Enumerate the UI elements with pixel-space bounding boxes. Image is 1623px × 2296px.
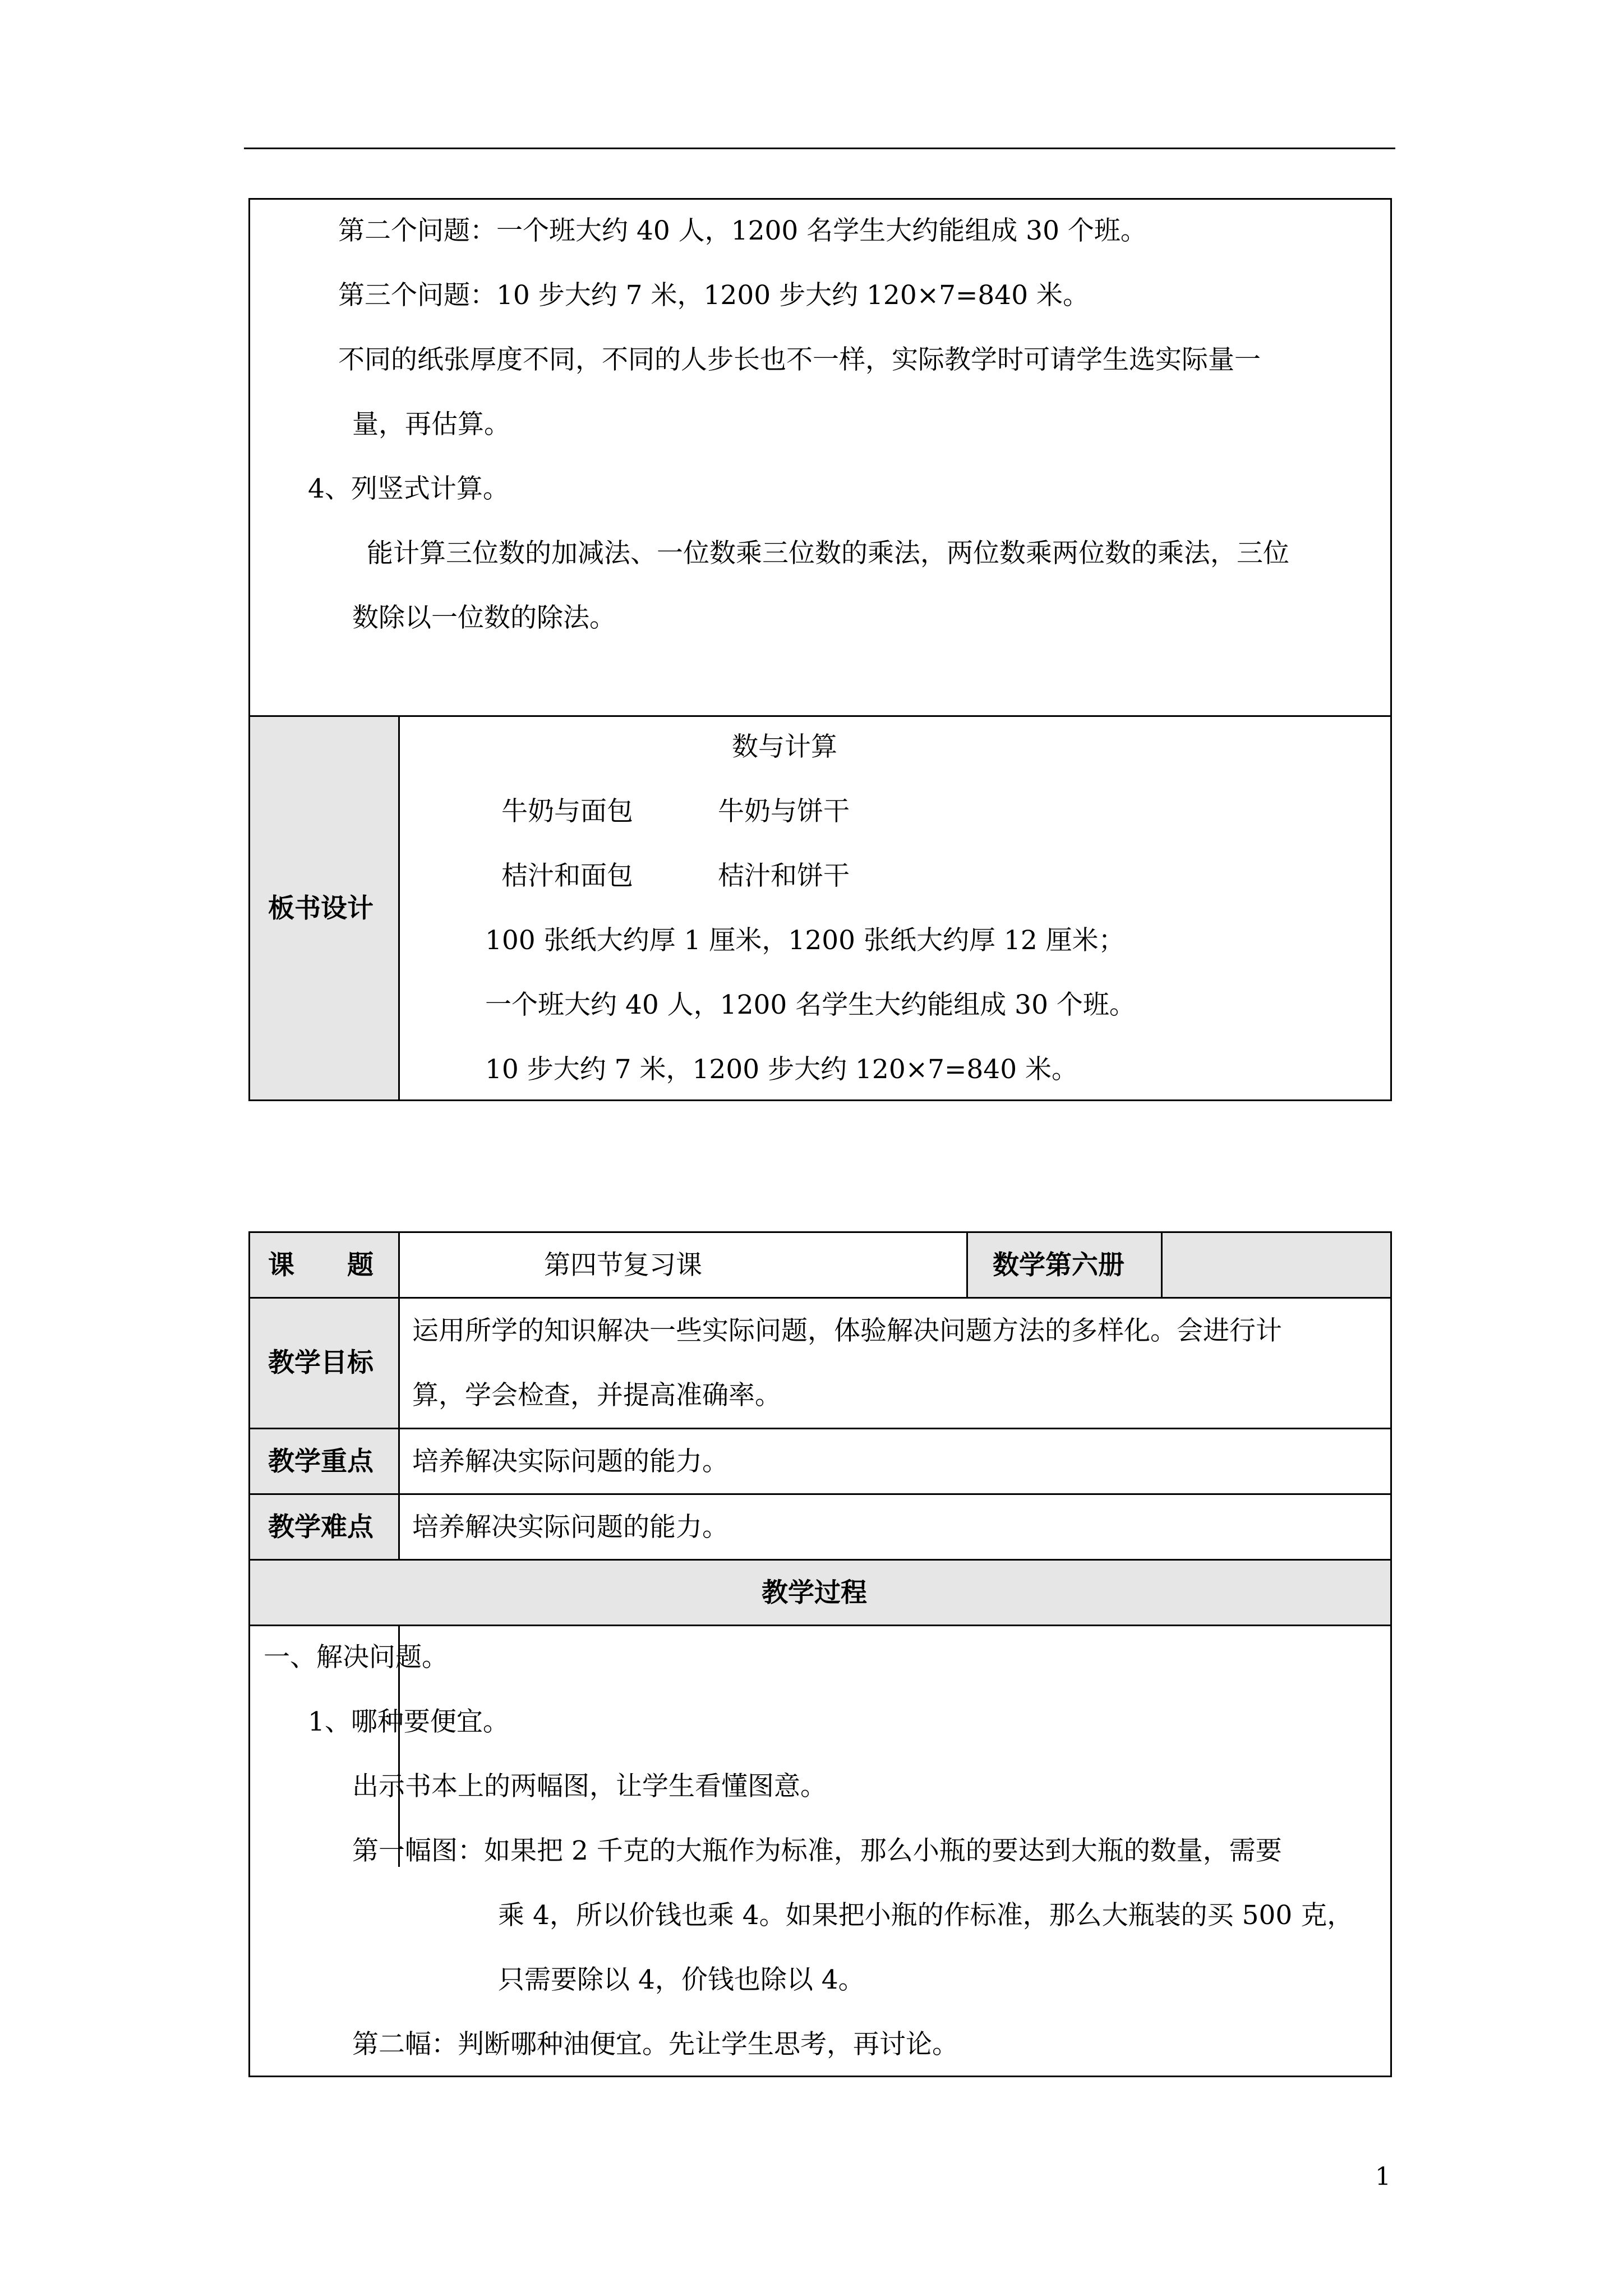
process-line: 数除以一位数的除法。: [352, 602, 616, 633]
difficulty-label: 教学难点: [268, 1512, 374, 1543]
page-number: 1: [1375, 2162, 1391, 2191]
topic-label: 课 题: [268, 1250, 374, 1281]
table1-row-divider: [248, 715, 1392, 717]
table1-column-divider: [398, 715, 400, 1101]
board-line: 一个班大约 40 人，1200 名学生大约能组成 30 个班。: [485, 990, 1136, 1020]
header-rule: [244, 148, 1395, 149]
process-header: 教学过程: [762, 1577, 867, 1608]
process-line: 能计算三位数的加减法、一位数乘三位数的乘法，两位数乘两位数的乘法，三位: [367, 538, 1289, 569]
table2-column-divider: [966, 1231, 968, 1297]
board-line: 桔汁和面包: [501, 861, 633, 891]
goal-text: 算，学会检查，并提高准确率。: [412, 1380, 781, 1411]
process-line: 第三个问题：10 步大约 7 米，1200 步大约 120×7=840 米。: [338, 280, 1090, 311]
topic-value: 第四节复习课: [544, 1250, 702, 1281]
process-line: 4、列竖式计算。: [308, 473, 509, 504]
book-value-cell: [1161, 1233, 1390, 1297]
process-line: 乘 4，所以价钱也乘 4。如果把小瓶的作标准，那么大瓶装的买 500 克，: [498, 1900, 1354, 1931]
process-line: 1、哪种要便宜。: [308, 1706, 509, 1737]
table2-column-divider: [1161, 1231, 1163, 1297]
table2-row-divider: [248, 1428, 1392, 1429]
board-line: 100 张纸大约厚 1 厘米，1200 张纸大约厚 12 厘米；: [485, 925, 1125, 956]
key-label: 教学重点: [268, 1446, 374, 1477]
process-line: 只需要除以 4，价钱也除以 4。: [498, 1964, 865, 1995]
board-design-label: 板书设计: [268, 893, 374, 924]
difficulty-value: 培养解决实际问题的能力。: [412, 1512, 728, 1543]
key-value: 培养解决实际问题的能力。: [412, 1446, 728, 1477]
process-line: 出示书本上的两幅图，让学生看懂图意。: [352, 1771, 827, 1802]
process-line: 第一幅图：如果把 2 千克的大瓶作为标准，那么小瓶的要达到大瓶的数量，需要: [352, 1835, 1282, 1866]
board-line: 桔汁和饼干: [718, 861, 850, 891]
process-line: 一、解决问题。: [264, 1642, 448, 1673]
goal-text: 运用所学的知识解决一些实际问题，体验解决问题方法的多样化。会进行计: [412, 1315, 1282, 1346]
process-line: 不同的纸张厚度不同，不同的人步长也不一样，实际教学时可请学生选实际量一: [338, 344, 1261, 375]
board-line: 牛奶与面包: [501, 796, 633, 827]
process-line: 第二个问题：一个班大约 40 人，1200 名学生大约能组成 30 个班。: [338, 215, 1147, 246]
table2-row-divider: [248, 1297, 1392, 1299]
board-line: 牛奶与饼干: [718, 796, 850, 827]
process-line: 量，再估算。: [352, 409, 510, 440]
lesson-table-continued: [248, 198, 1392, 1101]
book-label: 数学第六册: [993, 1250, 1124, 1281]
board-title: 数与计算: [732, 731, 837, 762]
process-line: 第二幅：判断哪种油便宜。先让学生思考，再讨论。: [352, 2029, 958, 2060]
board-line: 10 步大约 7 米，1200 步大约 120×7=840 米。: [485, 1054, 1078, 1085]
table2-row-divider: [248, 1625, 1392, 1626]
goal-label: 教学目标: [268, 1347, 374, 1378]
table2-row-divider: [248, 1493, 1392, 1495]
